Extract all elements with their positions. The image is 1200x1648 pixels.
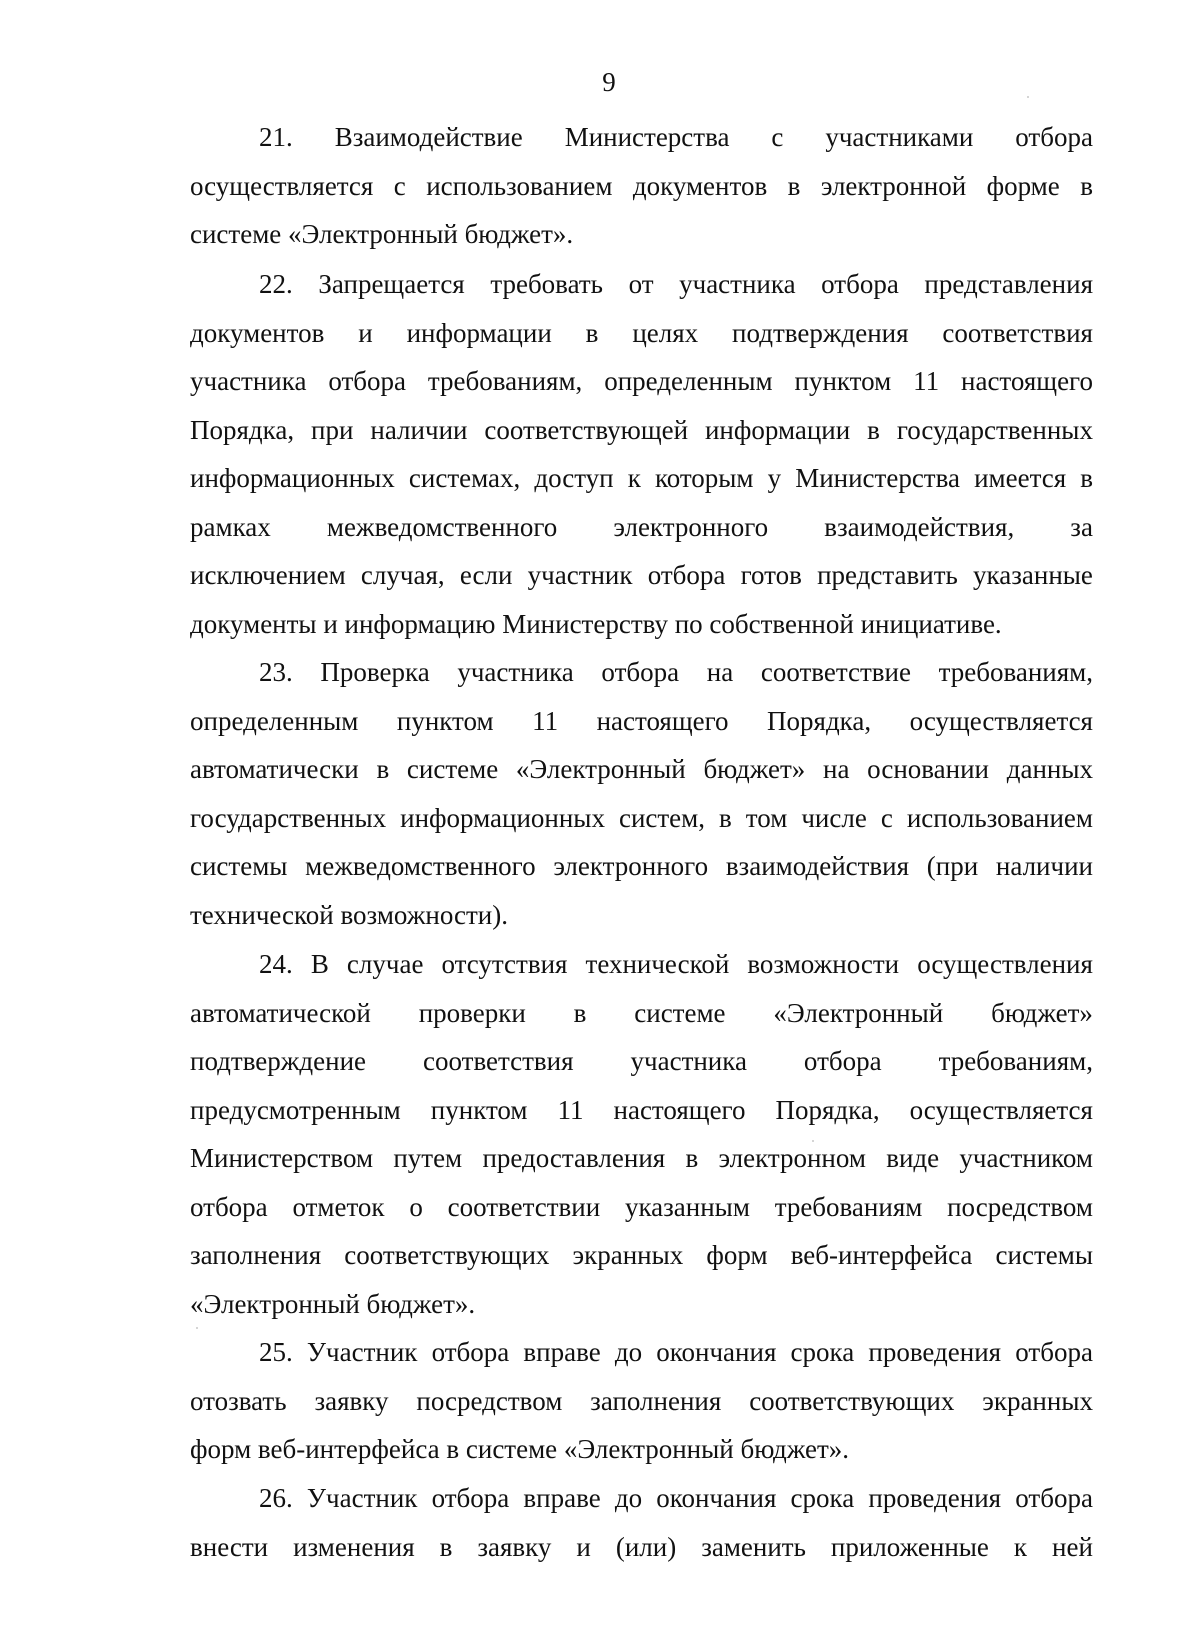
paragraph-line (190, 260, 1093, 309)
word: настоящего (961, 366, 1093, 396)
paragraph-line (190, 745, 1093, 794)
word: том (745, 802, 788, 833)
word: 11 (557, 1094, 584, 1125)
word: информации (704, 414, 851, 445)
word: срока (790, 1483, 855, 1513)
word: информационных (190, 463, 395, 493)
word: подтверждения (732, 317, 909, 348)
word: срока (790, 1337, 855, 1367)
scan-speck (812, 1140, 814, 1142)
word: форме (986, 170, 1060, 201)
word: в (787, 170, 801, 201)
word: отозвать (190, 1385, 287, 1416)
word: путем (393, 1143, 463, 1173)
word: вправе (523, 1483, 601, 1513)
page-number: 9 (602, 67, 616, 97)
word: с (771, 122, 784, 152)
word: случая, (360, 560, 445, 590)
paragraph-21 (190, 113, 1093, 259)
word: отбора (1015, 1337, 1093, 1367)
word: 25. (259, 1337, 293, 1367)
word: систем, (618, 802, 706, 833)
paragraph-line (190, 1377, 1093, 1426)
paragraph-line: «Электронный бюджет». (190, 1288, 476, 1319)
word: отбора (647, 560, 726, 590)
word: автоматически (190, 754, 359, 784)
word: Министерства (795, 463, 960, 493)
paragraph-line (190, 454, 1093, 503)
word: государственных (896, 414, 1093, 445)
word: в (585, 317, 599, 348)
word: за (1070, 511, 1093, 542)
word: отбора (431, 1337, 510, 1367)
paragraph-24 (190, 940, 1093, 1328)
word: веб-интерфейса (790, 1240, 973, 1270)
word: возможности (747, 949, 900, 979)
paragraph-line (190, 1086, 1093, 1135)
word: требованиям (774, 1191, 923, 1222)
word: вправе (523, 1337, 601, 1367)
word: в (867, 414, 880, 445)
scan-speck (196, 1327, 198, 1329)
paragraph-line (190, 648, 1093, 697)
word: экранных (572, 1240, 684, 1270)
paragraph-line: системе «Электронный бюджет». (190, 219, 574, 249)
word: экранных (982, 1385, 1093, 1416)
word: если (459, 560, 513, 590)
word: отбора (431, 1483, 510, 1513)
word: электронного (553, 851, 709, 881)
word: системе (634, 997, 726, 1028)
paragraph-line (190, 1183, 1093, 1232)
word: у (767, 463, 782, 493)
word: автоматической (190, 997, 371, 1028)
word: отбора (1015, 122, 1093, 152)
paragraph-22 (190, 260, 1093, 648)
paragraph-line: технической возможности). (190, 899, 509, 930)
word: заменить (701, 1531, 806, 1562)
paragraph-line: документы и информацию Министерству по собственной инициативе. (190, 608, 1002, 639)
word: пунктом (430, 1094, 528, 1125)
word: настоящего (596, 705, 729, 736)
word: Запрещается (318, 269, 465, 299)
word: использованием (426, 170, 613, 201)
word: 21. (259, 122, 293, 152)
word: В (310, 949, 329, 979)
paragraph-line (190, 1037, 1093, 1086)
word: внести (190, 1531, 269, 1562)
word: 24. (259, 949, 293, 979)
paragraph-line (190, 842, 1093, 891)
paragraph-line (190, 697, 1093, 746)
word: в (719, 802, 732, 833)
word: пунктом (396, 705, 494, 736)
word: которым (654, 463, 754, 493)
word: «Электронный (773, 997, 944, 1028)
paragraph-line (190, 406, 1093, 455)
word: и (358, 317, 373, 348)
word: подтверждение (190, 1046, 367, 1076)
word: представить (817, 560, 958, 590)
word: взаимодействия (725, 851, 910, 881)
word: требованиям, (938, 1046, 1093, 1076)
word: информации (406, 317, 552, 348)
word: Министерства (564, 122, 730, 152)
word: наличии (370, 414, 468, 445)
paragraph-line (190, 357, 1093, 406)
word: предоставления (482, 1143, 666, 1173)
word: определенным (190, 705, 359, 736)
word: электронной (820, 170, 967, 201)
word: отметок (292, 1191, 385, 1222)
word: указанным (624, 1191, 750, 1222)
word: участниками (825, 122, 974, 152)
word: технической (585, 949, 730, 979)
word: информационных (400, 802, 605, 833)
word: к (627, 463, 641, 493)
word: Министерством (190, 1143, 374, 1173)
word: в (1080, 170, 1093, 201)
word: осуществляется (909, 1094, 1093, 1125)
word: (или) (615, 1531, 677, 1562)
word: участником (959, 1143, 1093, 1173)
word: участника (190, 366, 307, 396)
paragraph-line (190, 1231, 1093, 1280)
word: 26. (259, 1483, 293, 1513)
word: системы (190, 851, 288, 881)
word: Проверка (320, 657, 430, 687)
word: указанные (973, 560, 1093, 590)
word: государственных (190, 802, 387, 833)
word: бюджет» (991, 997, 1093, 1028)
word: окончания (656, 1337, 777, 1367)
word: приложенные (830, 1531, 989, 1562)
paragraph-line (190, 551, 1093, 600)
word: электронном (718, 1143, 866, 1173)
word: имеется (974, 463, 1067, 493)
paragraph-line (190, 1134, 1093, 1183)
word: 22. (259, 269, 293, 299)
paragraph-26 (190, 1474, 1093, 1571)
word: отбора (601, 657, 680, 687)
word: заполнения (190, 1240, 322, 1270)
word: отбора (803, 1046, 882, 1076)
paragraph-line (190, 309, 1093, 358)
word: проведения (868, 1337, 1002, 1367)
word: на (706, 657, 734, 687)
paragraph-line (190, 1328, 1093, 1377)
word: системы (995, 1240, 1093, 1270)
word: заполнения (590, 1385, 722, 1416)
word: числе (801, 802, 867, 833)
word: на (823, 754, 850, 784)
paragraph-line (190, 940, 1093, 989)
word: отбора (1015, 1483, 1093, 1513)
word: готов (740, 560, 802, 590)
paragraph-25 (190, 1328, 1093, 1474)
word: Порядка, (775, 1094, 880, 1125)
word: системах, (408, 463, 521, 493)
word: межведомственного (305, 851, 536, 881)
word: 11 (532, 705, 559, 736)
word: от (628, 269, 654, 299)
word: требовать (490, 269, 603, 299)
word: виде (886, 1143, 940, 1173)
paragraph-line (190, 794, 1093, 843)
word: Порядка, (767, 705, 872, 736)
word: Порядка, (190, 414, 295, 445)
word: в (685, 1143, 699, 1173)
word: требованиям, (427, 366, 583, 396)
paragraph-line (190, 503, 1093, 552)
word: о (409, 1191, 423, 1222)
word: электронного (613, 511, 769, 542)
word: отсутствия (441, 949, 568, 979)
word: (при (926, 851, 979, 881)
paragraph-line (190, 989, 1093, 1038)
word: настоящего (613, 1094, 746, 1125)
word: пунктом (794, 366, 892, 396)
word: осуществляется (909, 705, 1093, 736)
word: проверки (418, 997, 526, 1028)
word: использованием (906, 802, 1093, 833)
word: с (393, 170, 406, 201)
word: отбора (190, 1191, 268, 1222)
paragraph-line (190, 1474, 1093, 1523)
word: отбора (821, 269, 899, 299)
word: требованиям, (938, 657, 1093, 687)
word: с (880, 802, 893, 833)
word: посредством (947, 1191, 1093, 1222)
paragraph-23 (190, 648, 1093, 939)
word: участника (679, 269, 796, 299)
word: заявку (314, 1385, 389, 1416)
word: бюджет» (703, 754, 806, 784)
word: наличии (995, 851, 1093, 881)
word: в (1080, 463, 1093, 493)
word: доступ (534, 463, 614, 493)
word: представления (924, 269, 1093, 299)
word: Участник (306, 1337, 418, 1367)
word: случае (346, 949, 424, 979)
word: исключением (190, 560, 346, 590)
word: 23. (259, 657, 293, 687)
word: соответствии (447, 1191, 601, 1222)
word: Взаимодействие (334, 122, 523, 152)
word: участника (457, 657, 574, 687)
word: соответствия (942, 317, 1093, 348)
word: и (576, 1531, 591, 1562)
word: межведомственного (326, 511, 558, 542)
word: определенным (604, 366, 773, 396)
paragraph-line (190, 113, 1093, 162)
word: соответствующих (344, 1240, 550, 1270)
word: соответствующей (484, 414, 689, 445)
word: соответствие (760, 657, 911, 687)
word: целях (632, 317, 699, 348)
word: взаимодействия, (824, 511, 1015, 542)
word: 11 (913, 366, 940, 396)
word: отбора (328, 366, 407, 396)
word: основании (867, 754, 990, 784)
word: до (614, 1483, 643, 1513)
word: участника (630, 1046, 747, 1076)
word: к (1013, 1531, 1028, 1562)
word: в (573, 997, 587, 1028)
paragraph-line (190, 162, 1093, 211)
word: системе (406, 754, 499, 784)
word: соответствия (423, 1046, 574, 1076)
paragraph-line: форм веб-интерфейса в системе «Электронный бюджет». (190, 1434, 850, 1464)
word: данных (1006, 754, 1093, 784)
word: заявку (477, 1531, 552, 1562)
paragraph-line (190, 1523, 1093, 1572)
word: при (311, 414, 354, 445)
word: в (376, 754, 390, 784)
word: до (614, 1337, 643, 1367)
word: участник (527, 560, 633, 590)
word: осуществления (917, 949, 1093, 979)
word: ней (1052, 1531, 1093, 1562)
word: в (439, 1531, 453, 1562)
word: рамках (190, 511, 271, 542)
word: Участник (306, 1483, 418, 1513)
word: проведения (868, 1483, 1002, 1513)
scan-speck (1027, 96, 1029, 98)
word: документов (190, 317, 325, 348)
word: предусмотренным (190, 1094, 401, 1125)
word: посредством (416, 1385, 563, 1416)
word: осуществляется (190, 170, 374, 201)
word: соответствующих (749, 1385, 955, 1416)
word: изменения (293, 1531, 415, 1562)
word: документов (632, 170, 768, 201)
word: «Электронный (515, 754, 686, 784)
word: окончания (656, 1483, 777, 1513)
word: форм (706, 1240, 768, 1270)
